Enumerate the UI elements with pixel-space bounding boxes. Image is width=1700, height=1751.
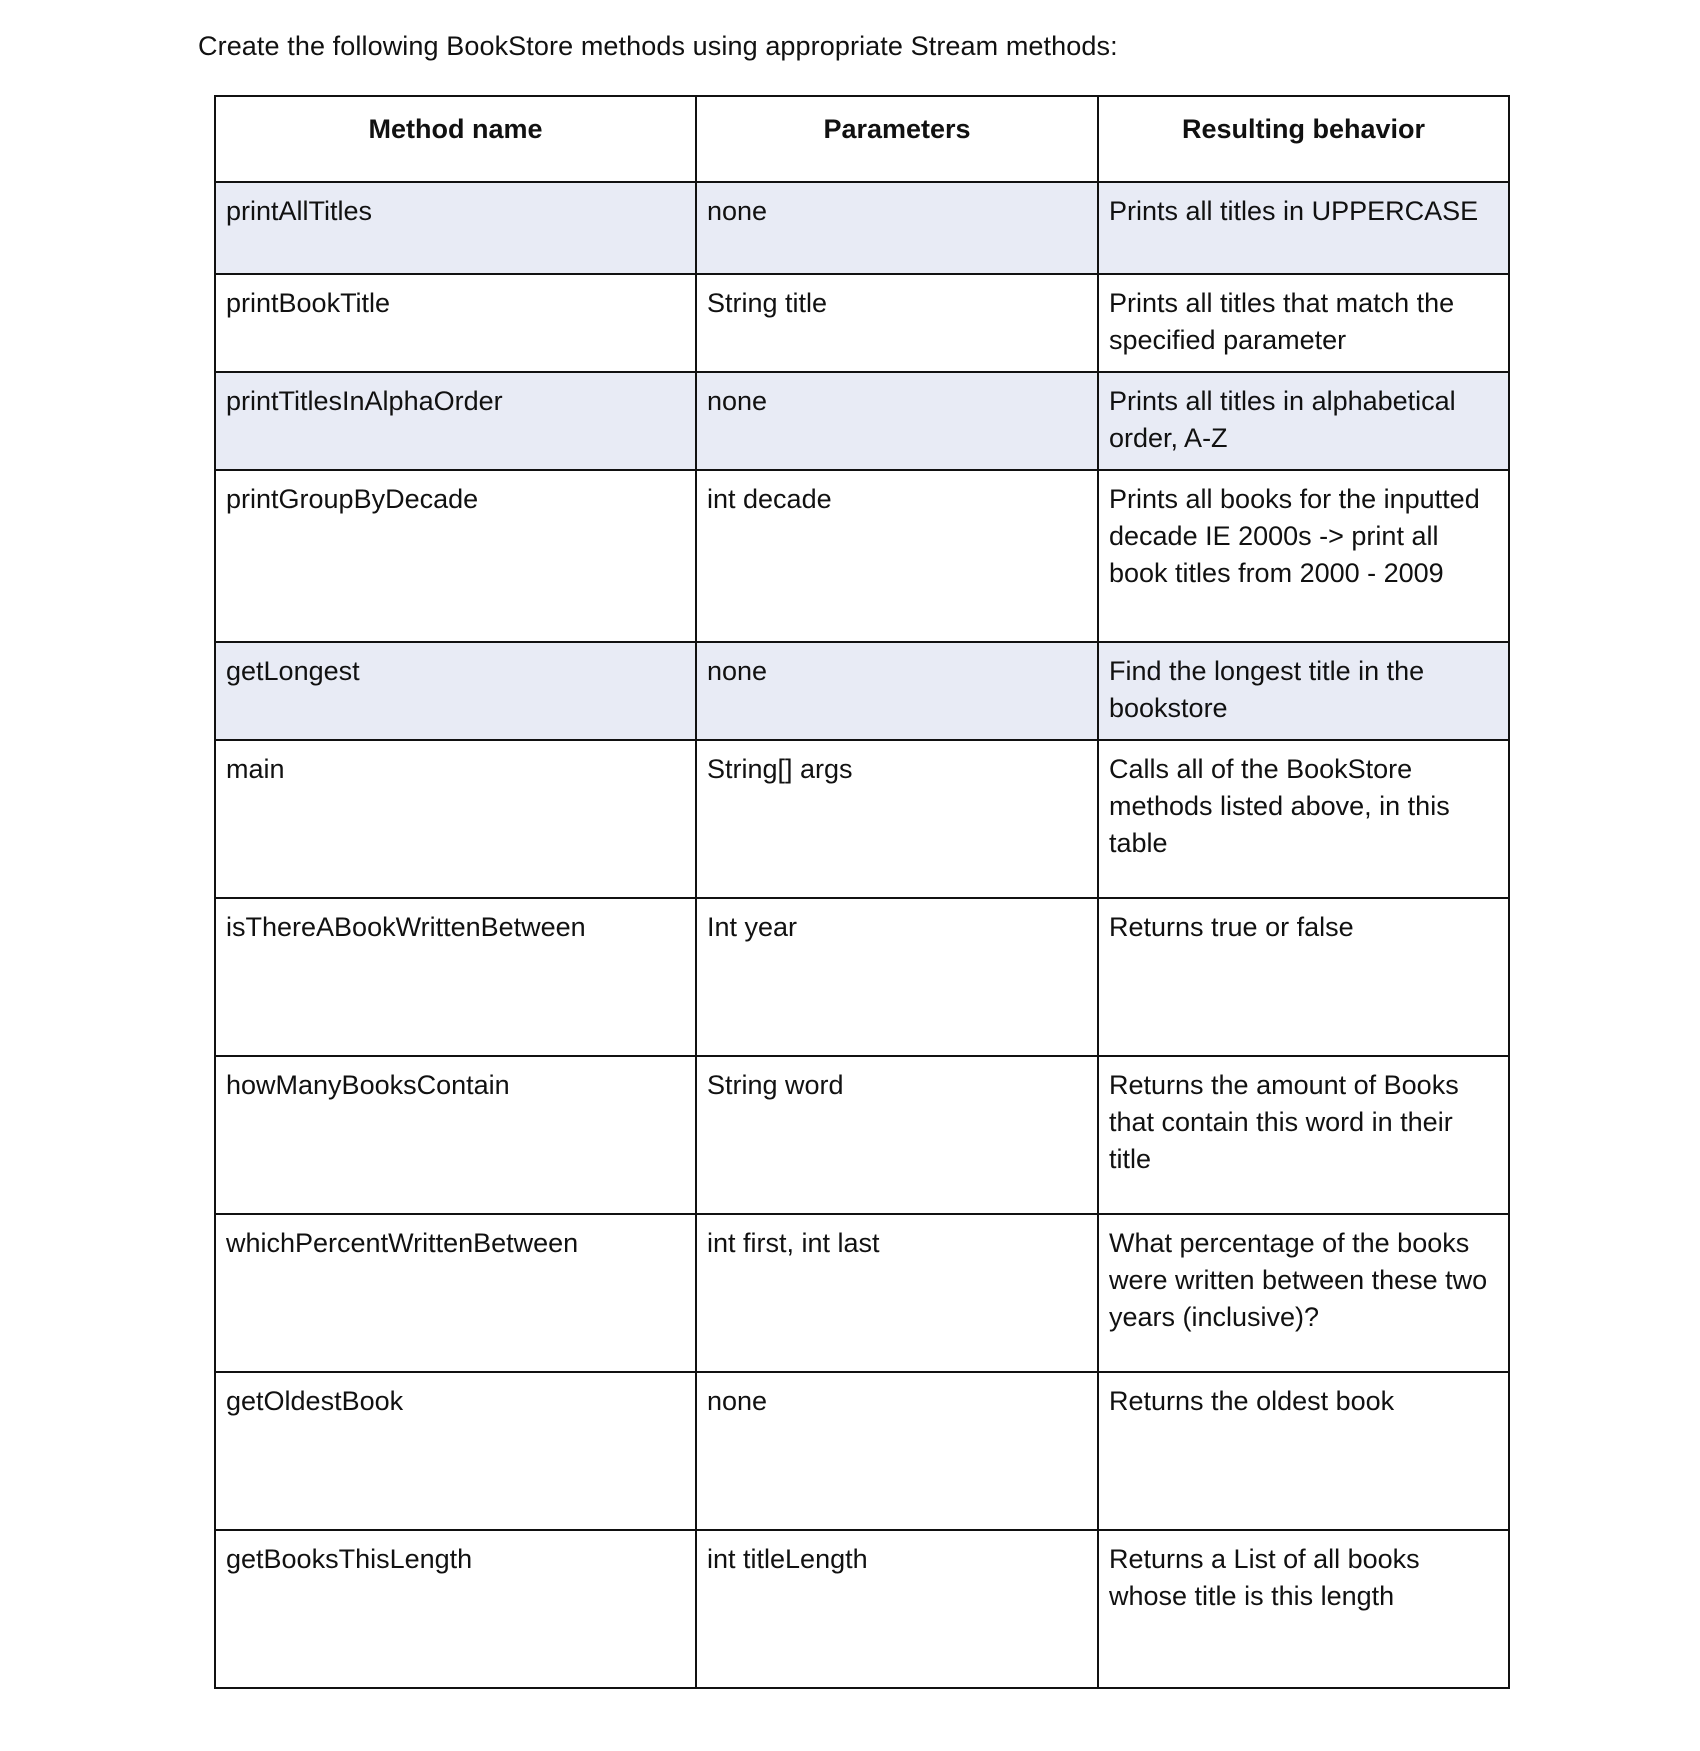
header-parameters: Parameters [696,96,1098,182]
table-row [215,1372,1509,1530]
params-cell: int titleLength [696,1530,1098,1688]
method-cell: getBooksThisLength [215,1530,696,1688]
params-cell: String word [696,1056,1098,1214]
method-cell: howManyBooksContain [215,1056,696,1214]
method-cell: getLongest [215,642,696,740]
method-cell: getOldestBook [215,1372,696,1530]
table-row [215,274,1509,372]
method-cell: printGroupByDecade [215,470,696,642]
behavior-cell: What percentage of the books were written between these two years (inclusive)? [1098,1214,1509,1372]
params-cell: int decade [696,470,1098,642]
method-cell: whichPercentWrittenBetween [215,1214,696,1372]
table-row [215,1530,1509,1688]
params-cell: none [696,372,1098,470]
method-cell: main [215,740,696,898]
params-cell: Int year [696,898,1098,1056]
method-cell: isThereABookWrittenBetween [215,898,696,1056]
table-row [215,642,1509,740]
method-cell: printTitlesInAlphaOrder [215,372,696,470]
behavior-cell: Prints all titles in UPPERCASE [1098,182,1509,274]
table-row [215,1056,1509,1214]
behavior-cell: Prints all books for the inputted decade IE 2000s -> print all book titles from 2000 - 2009 [1098,470,1509,642]
table-row [215,740,1509,898]
behavior-cell: Returns the oldest book [1098,1372,1509,1530]
table-row [215,372,1509,470]
params-cell: none [696,1372,1098,1530]
method-cell: printBookTitle [215,274,696,372]
behavior-cell: Prints all titles that match the specified parameter [1098,274,1509,372]
params-cell: String title [696,274,1098,372]
behavior-cell: Calls all of the BookStore methods listed above, in this table [1098,740,1509,898]
behavior-cell: Returns the amount of Books that contain this word in their title [1098,1056,1509,1214]
table-row [215,470,1509,642]
header-row [215,96,1509,182]
table-row [215,1214,1509,1372]
table-row [215,898,1509,1056]
params-cell: String[] args [696,740,1098,898]
params-cell: none [696,182,1098,274]
header-resulting-behavior: Resulting behavior [1098,96,1509,182]
header-method-name: Method name [215,96,696,182]
behavior-cell: Prints all titles in alphabetical order, A-Z [1098,372,1509,470]
behavior-cell: Returns a List of all books whose title is this length [1098,1530,1509,1688]
method-cell: printAllTitles [215,182,696,274]
methods-table [214,95,1510,1689]
behavior-cell: Returns true or false [1098,898,1509,1056]
behavior-cell: Find the longest title in the bookstore [1098,642,1509,740]
params-cell: int first, int last [696,1214,1098,1372]
table-row [215,182,1509,274]
params-cell: none [696,642,1098,740]
intro-text: Create the following BookStore methods using appropriate Stream methods: [198,31,1118,61]
